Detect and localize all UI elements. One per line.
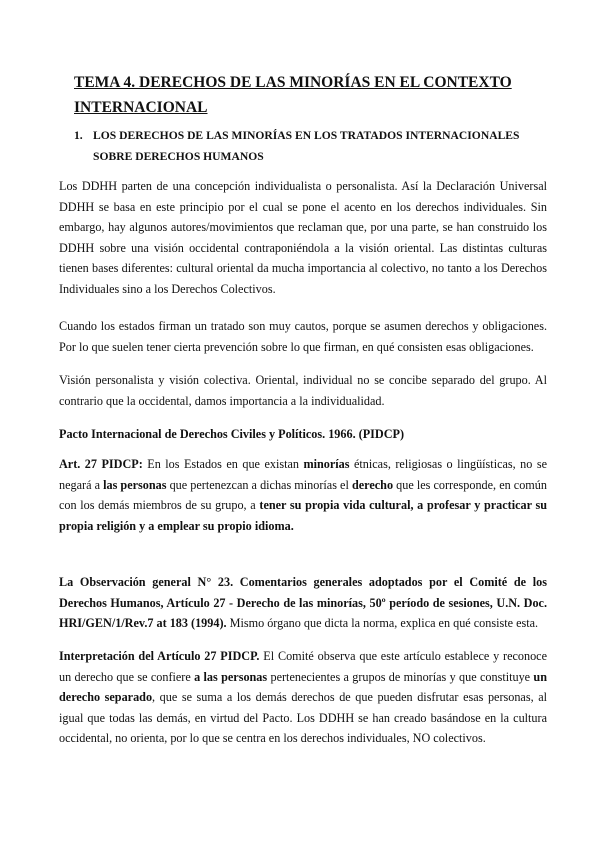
interpretacion-bold-derecho-separado: un derecho separado bbox=[59, 669, 547, 704]
observacion-text: Mismo órgano que dicta la norma, explica en qué consiste esta. bbox=[226, 616, 539, 630]
observacion-citation: La Observación general N° 23. Comentarios generales adoptados por el Comité de los Derechos Humanos, Artículo 27 - Derecho de las minorías, 50º período de sesiones, U.N. Doc. HRI/GEN/1/Rev.7 at 183 (1994). bbox=[59, 575, 547, 630]
article-27-text: étnicas, religiosas o lingüísticas, no se negará a bbox=[59, 457, 547, 492]
article-27-bold-vida-cultural: tener su propia vida cultural, a profesar y practicar su propia religión y a emplear su propio idioma. bbox=[59, 498, 547, 533]
paragraph-vision: Visión personalista y visión colectiva. Oriental, individual no se concibe separado del grupo. Al contrario que la occidental, damos importancia a la individualidad. bbox=[59, 373, 547, 408]
pacto-heading: Pacto Internacional de Derechos Civiles y Políticos. 1966. (PIDCP) bbox=[59, 427, 405, 441]
article-27-text: En los Estados en que existan bbox=[142, 457, 304, 471]
paragraph-estados: Cuando los estados firman un tratado son muy cautos, porque se asumen derechos y obligaciones. Por lo que suelen tener cierta prevención sobre lo que firman, en qué consisten esas obligaciones. bbox=[59, 319, 547, 354]
interpretacion-text: El Comité observa que este artículo establece y reconoce un derecho que se confiere bbox=[59, 649, 547, 684]
document-title: TEMA 4. DERECHOS DE LAS MINORÍAS EN EL CONTEXTO INTERNACIONAL bbox=[74, 74, 512, 116]
interpretacion-label: Interpretación del Artículo 27 PIDCP. bbox=[59, 649, 260, 663]
article-27-text: que pertenezcan a dichas minorías el bbox=[166, 477, 352, 492]
section-heading bbox=[74, 125, 544, 167]
article-27-bold-personas: las personas bbox=[103, 477, 167, 492]
interpretacion-paragraph bbox=[59, 646, 547, 749]
section-number: 1. bbox=[74, 129, 83, 142]
article-27-bold-derecho: derecho bbox=[351, 477, 394, 492]
paragraph-concepcion: Los DDHH parten de una concepción individualista o personalista. Así la Declaración Universal DDHH se basa en este principio por el cual se pone el acento en los derechos individuales. Sin embargo, hay algunos autores/movimientos que reclaman que, por una parte, se han construido los DDHH sobre una visión occidental contraponiéndola a la visión oriental. Las distintas culturas tienen bases diferentes: cultural oriental da mucha importancia al colectivo, no tanto a los Derechos Individuales sino a los Derechos Colectivos. bbox=[59, 179, 547, 296]
interpretacion-text: , que se suma a los demás derechos de que pueden disfrutar esas personas, al igual que todas las demás, en virtud del Pacto. Los DDHH se han creado basándose en la cultura occidental, no orienta, por lo que se centra en los derechos individuales, NO colectivos. bbox=[59, 690, 547, 745]
section-title: LOS DERECHOS DE LAS MINORÍAS EN LOS TRATADOS INTERNACIONALES SOBRE DERECHOS HUMANOS bbox=[93, 129, 520, 163]
interpretacion-text: pertenecientes a grupos de minorías y que constituye bbox=[267, 669, 534, 684]
article-27-paragraph bbox=[59, 454, 547, 536]
interpretacion-bold-personas: a las personas bbox=[194, 669, 268, 684]
article-27-bold-minorias: minorías bbox=[303, 457, 350, 471]
article-27-text: que les corresponde, en común con los demás miembros de su grupo, a bbox=[59, 477, 547, 512]
article-27-label: Art. 27 PIDCP: bbox=[59, 457, 143, 471]
observacion-paragraph bbox=[59, 572, 547, 634]
